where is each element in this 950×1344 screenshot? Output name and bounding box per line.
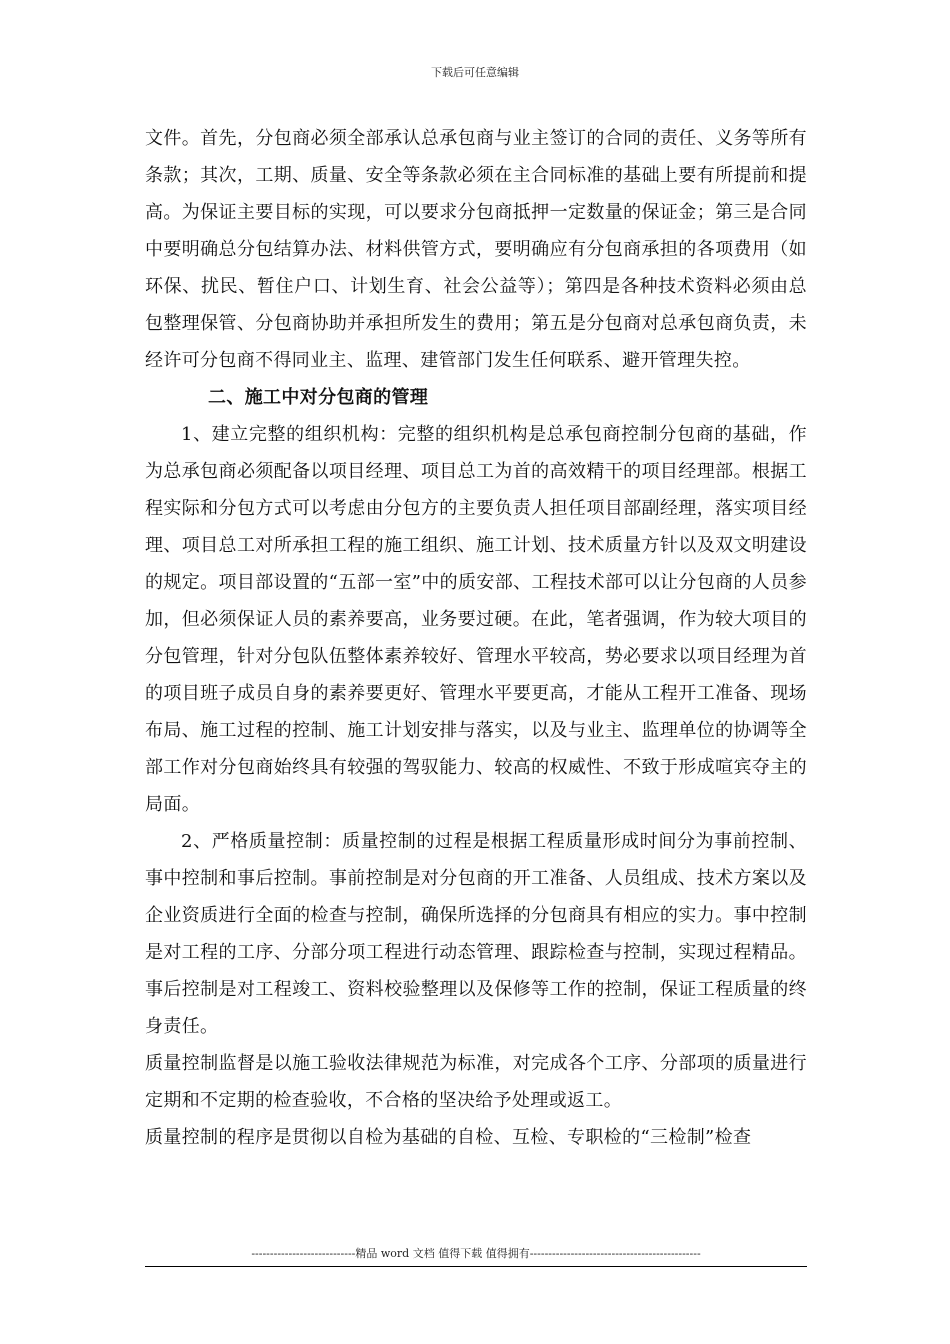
footer-note: ----------------------------精品 word 文档 值得下载 值得拥有---------------------------------------------- (251, 1247, 701, 1260)
paragraph-quality-supervision: 质量控制监督是以施工验收法律规范为标准，对完成各个工序、分部项的质量进行定期和不定期的检查验收，不合格的坚决给予处理或返工。 (145, 1053, 807, 1111)
header-note: 下载后可任意编辑 (431, 66, 519, 79)
section-heading: 二、施工中对分包商的管理 (208, 387, 429, 408)
paragraph-quality-control: 2、严格质量控制：质量控制的过程是根据工程质量形成时间分为事前控制、事中控制和事后控制。事前控制是对分包商的开工准备、人员组成、技术方案以及企业资质进行全面的检查与控制，确保所选择的分包商具有相应的实力。事中控制是对工程的工序、分部分项工程进行动态管理、跟踪检查与控制，实现过程精品。事后控制是对工程竣工、资料校验整理以及保修等工作的控制，保证工程质量的终身责任。 (145, 831, 807, 1037)
paragraph-quality-procedure: 质量控制的程序是贯彻以自检为基础的自检、互检、专职检的“三检制”检查 (145, 1127, 752, 1148)
paragraph-contract-terms: 文件。首先，分包商必须全部承认总承包商与业主签订的合同的责任、义务等所有条款；其次，工期、质量、安全等条款必须在主合同标准的基础上要有所提前和提高。为保证主要目标的实现，可以要求分包商抵押一定数量的保证金；第三是合同中要明确总分包结算办法、材料供管方式，要明确应有分包商承担的各项费用（如环保、扰民、暂住户口、计划生育、社会公益等）；第四是各种技术资料必须由总包整理保管、分包商协助并承担所发生的费用；第五是分包商对总承包商负责，未经许可分包商不得同业主、监理、建管部门发生任何联系、避开管理失控。 (145, 128, 807, 371)
footer-divider (145, 1266, 807, 1267)
paragraph-organization: 1、建立完整的组织机构：完整的组织机构是总承包商控制分包商的基础，作为总承包商必须配备以项目经理、项目总工为首的高效精干的项目经理部。根据工程实际和分包方式可以考虑由分包方的主要负责人担任项目部副经理，落实项目经理、项目总工对所承担工程的施工组织、施工计划、技术质量方针以及双文明建设的规定。项目部设置的“五部一室”中的质安部、工程技术部可以让分包商的人员参加，但必须保证人员的素养要高，业务要过硬。在此，笔者强调，作为较大项目的分包管理，针对分包队伍整体素养较好、管理水平较高，势必要求以项目经理为首的项目班子成员自身的素养要更好、管理水平要更高，才能从工程开工准备、现场布局、施工过程的控制、施工计划安排与落实，以及与业主、监理单位的协调等全部工作对分包商始终具有较强的驾驭能力、较高的权威性、不致于形成喧宾夺主的局面。 (145, 424, 807, 815)
document-body (145, 120, 807, 1156)
